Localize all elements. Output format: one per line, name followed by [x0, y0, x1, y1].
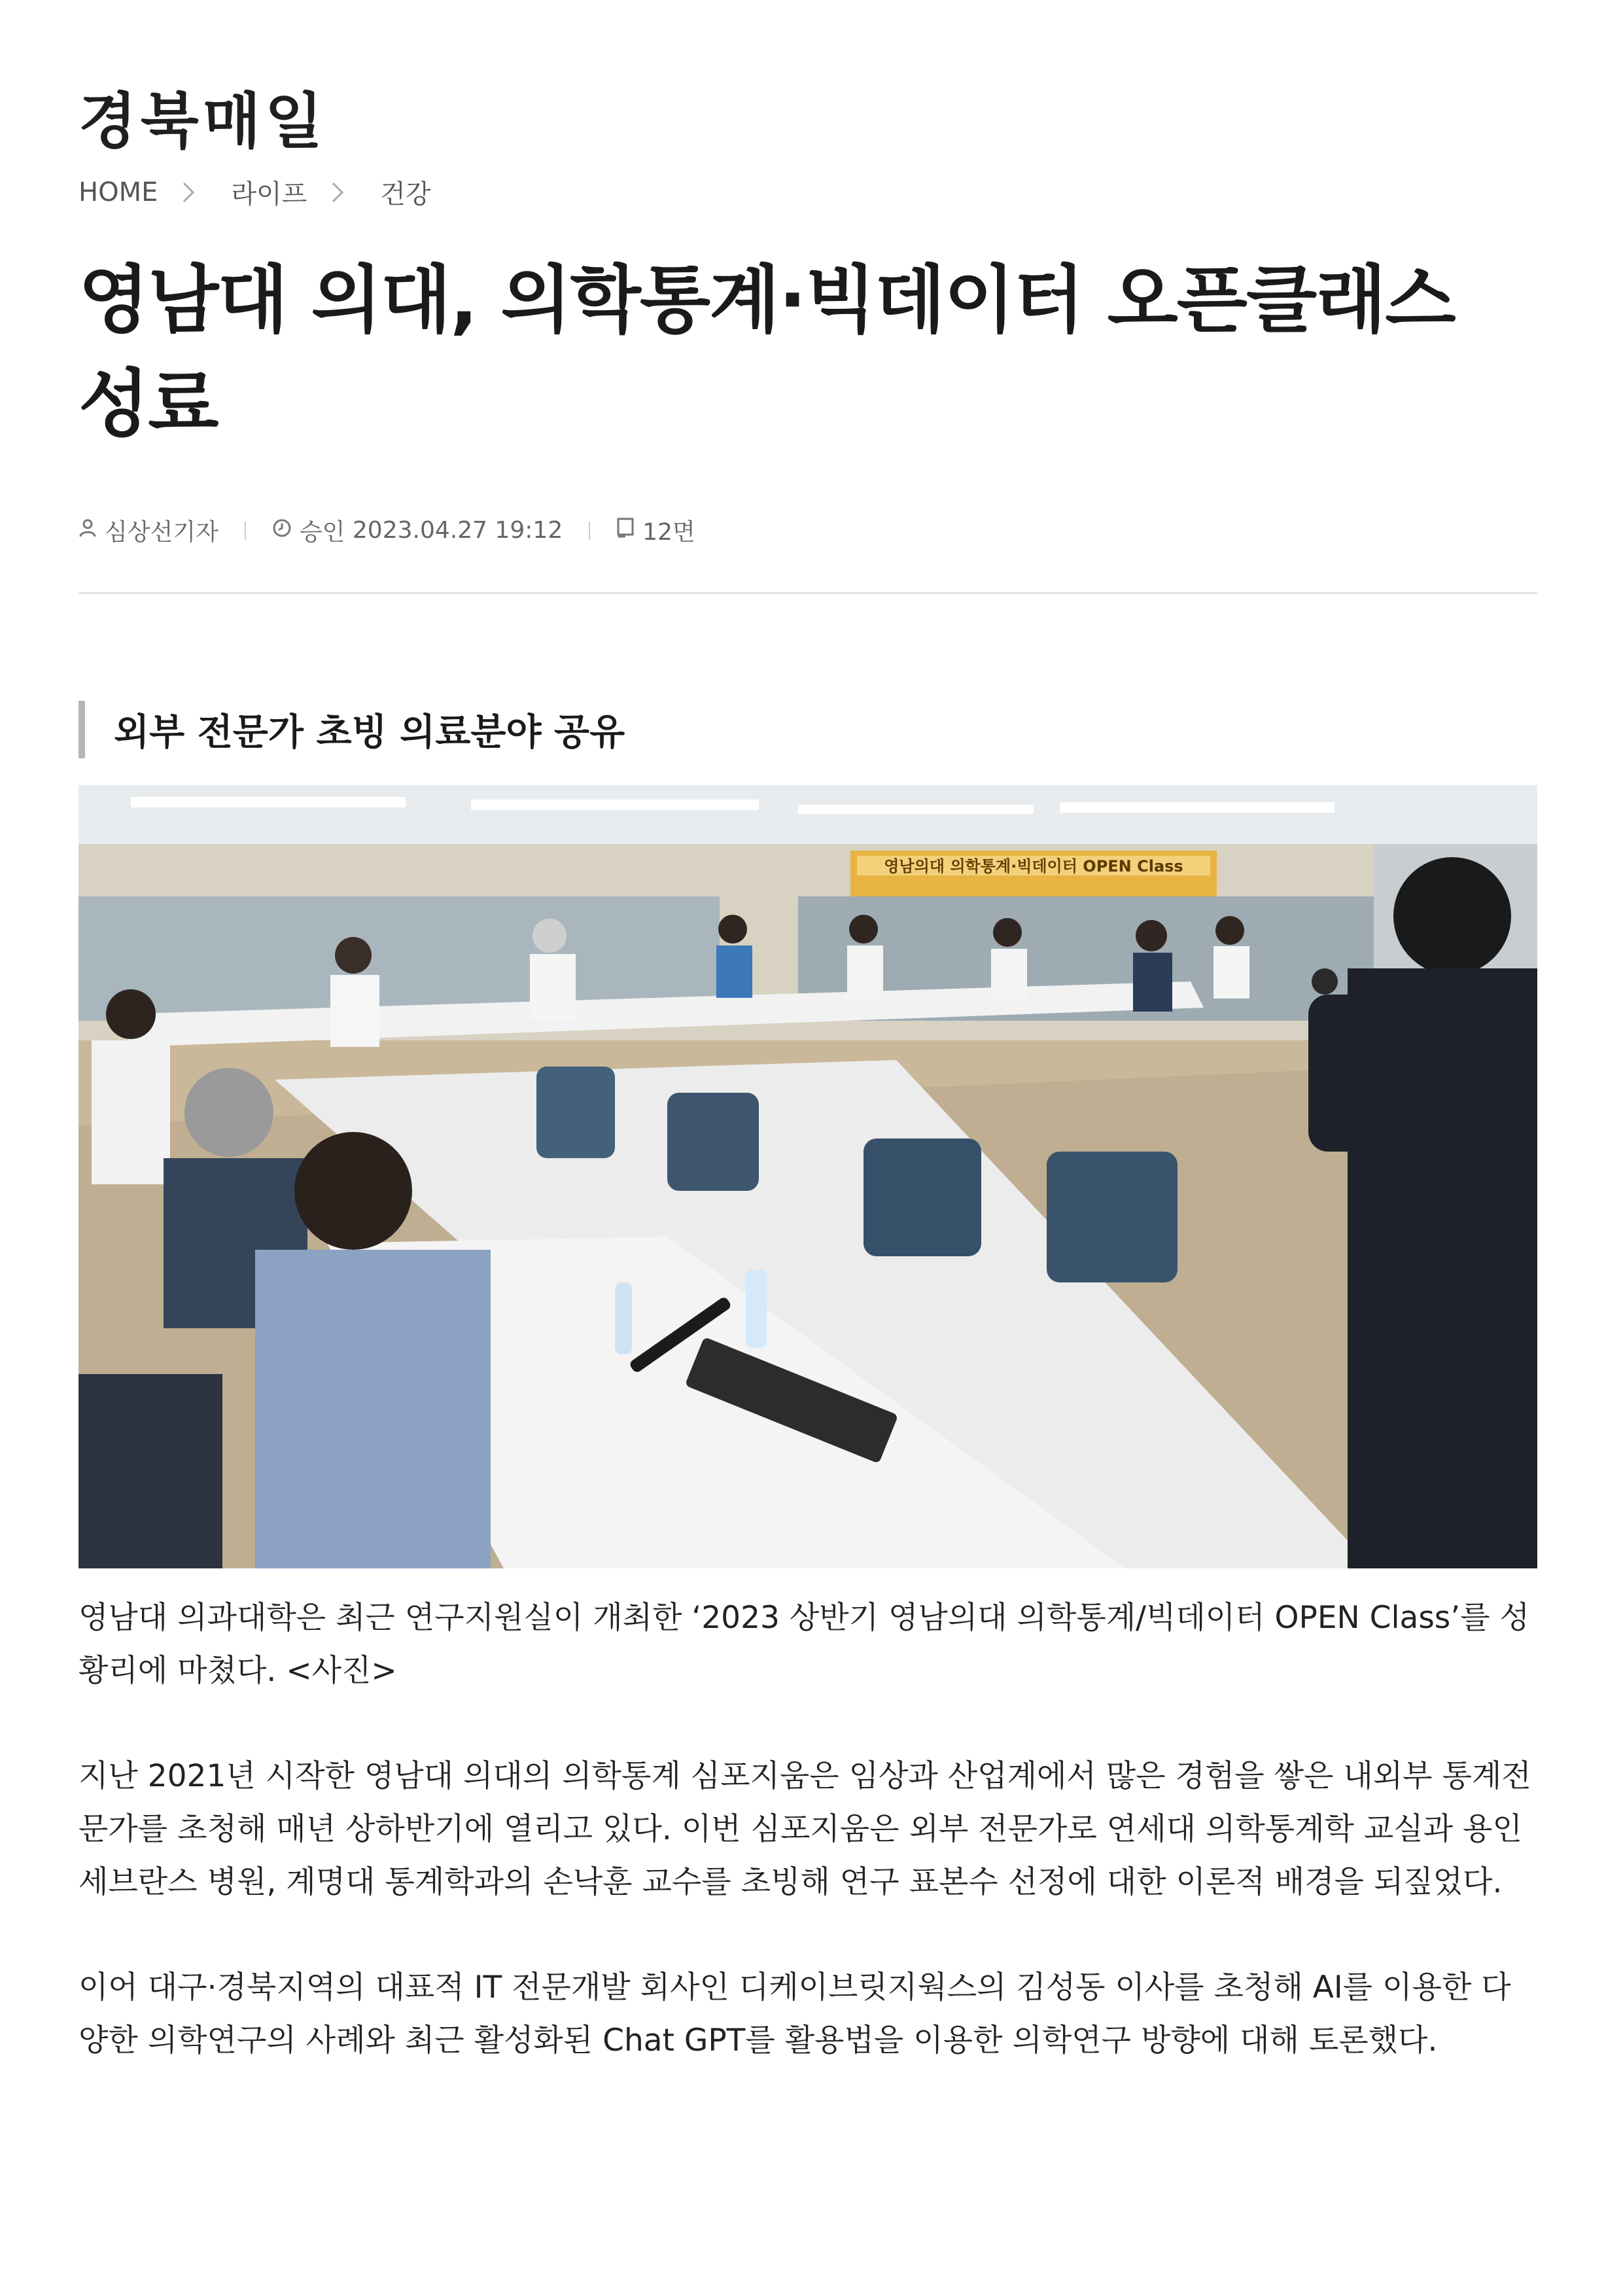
- breadcrumb: [79, 173, 431, 211]
- author-info: [79, 514, 218, 547]
- approved-time: [272, 514, 563, 547]
- approved-label: 승인: [299, 519, 345, 546]
- newspaper-icon: [616, 517, 642, 544]
- author-name: 심상선기자: [105, 519, 218, 546]
- header-divider: [79, 592, 1537, 594]
- meta-divider: [589, 521, 590, 540]
- article-headline: 영남대 의대, 의학통계·빅데이터 오픈클래스 성료: [79, 258, 1455, 448]
- article-meta: [79, 514, 695, 547]
- article-paragraph: 지난 2021년 시작한 영남대 의대의 의학통계 심포지움은 임상과 산업계에서 많은 경험을 쌓은 내외부 통계전문가를 초청해 매년 상하반기에 열리고 있다. 이번 심포지움은 외부 전문가로 연세대 의학통계학 교실과 용인 세브란스 병원, 계명대 통계학과의 손낙훈 교수를 초빙해 연구 표본수 선정에 대한 이론적 배경을 되짚었다.: [79, 1758, 1531, 1900]
- seminar-photo-illustration: [79, 785, 1537, 1568]
- article-paragraph: 이어 대구·경북지역의 대표적 IT 전문개발 회사인 디케이브릿지웍스의 김성동 이사를 초청해 AI를 이용한 다양한 의학연구의 사례와 최근 활성화된 Chat GPT를 활용법을 이용한 의학연구 방향에 대해 토론했다.: [79, 1969, 1511, 2058]
- chevron-right-icon: [330, 181, 357, 204]
- clock-icon: [272, 517, 300, 544]
- page-info: [616, 514, 695, 547]
- approved-datetime: 2023.04.27 19:12: [352, 517, 563, 544]
- publication-logo[interactable]: 경북매일: [79, 86, 327, 156]
- banner-text: 영남의대 의학통계·빅데이터 OPEN Class: [884, 857, 1183, 875]
- breadcrumb-health[interactable]: 건강: [380, 179, 431, 209]
- breadcrumb-home[interactable]: HOME: [79, 177, 158, 207]
- page-number: 12면: [642, 519, 695, 546]
- article-paragraph: 영남대 의과대학은 최근 연구지원실이 개최한 ‘2023 상반기 영남의대 의학통계/빅데이터 OPEN Class’를 성황리에 마쳤다. <사진>: [79, 1600, 1529, 1689]
- meta-divider: [245, 521, 246, 540]
- person-icon: [79, 517, 105, 544]
- article-body: [79, 1591, 1537, 2119]
- article-subheading: 외부 전문가 초빙 의료분야 공유: [79, 701, 625, 758]
- breadcrumb-life[interactable]: 라이프: [231, 179, 307, 209]
- chevron-right-icon: [181, 181, 207, 204]
- article-photo[interactable]: [79, 785, 1537, 1568]
